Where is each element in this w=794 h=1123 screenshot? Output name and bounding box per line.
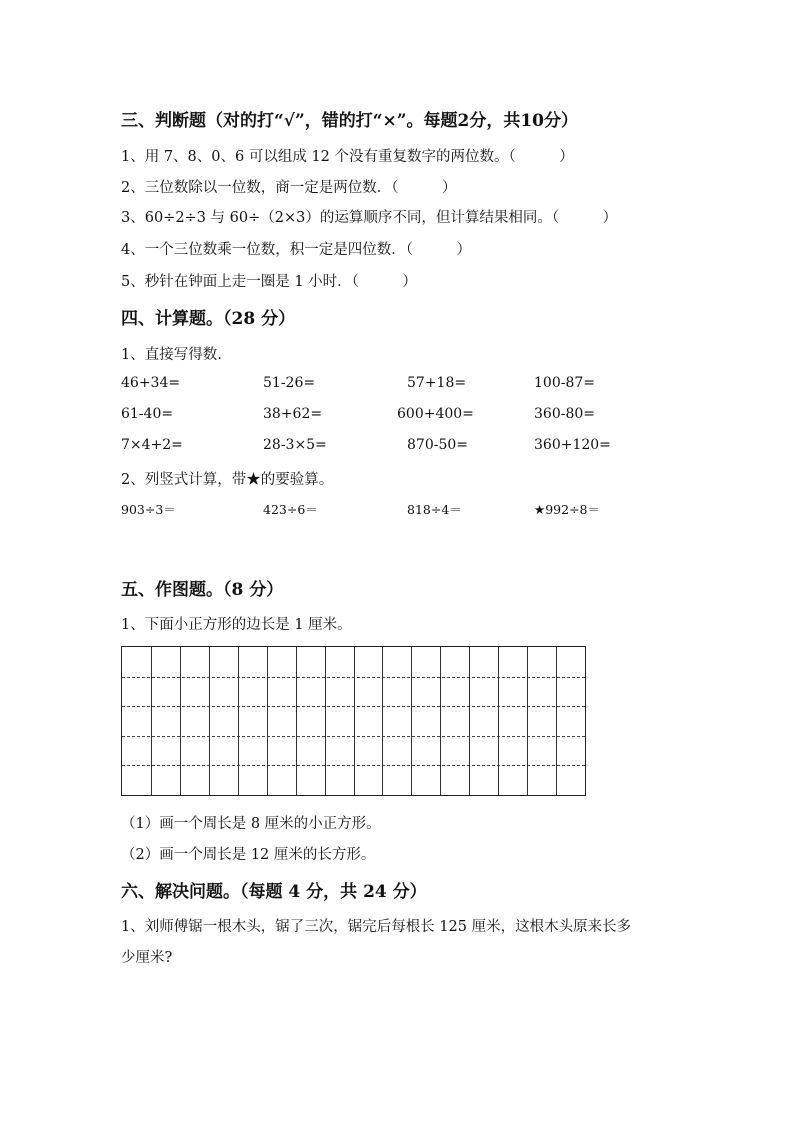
problem-1-line-1: 1、刘师傅锯一根木头，锯了三次，锯完后每根长 125 厘米，这根木头原来长多 (121, 919, 632, 935)
draw-sub-1: （1）画一个周长是 8 厘米的小正方形。 (121, 816, 381, 832)
section4-title: 四、计算题。（28 分） (121, 309, 296, 329)
calc-item: 46+34= (121, 375, 181, 391)
problem-1-line-2: 少厘米? (121, 950, 173, 966)
judge-item-2: 2、三位数除以一位数，商一定是两位数．（ ） (121, 180, 457, 196)
calc-q1-label: 1、直接写得数. (121, 347, 222, 363)
calc-item: 28-3×5= (263, 437, 327, 453)
vertical-calc-item: 818÷4＝ (407, 502, 462, 517)
grid-column-line (180, 647, 181, 795)
section6-title: 六、解决问题。（每题 4 分，共 24 分） (121, 882, 427, 902)
calc-item: 870-50= (407, 437, 468, 453)
calc-item: 7×4+2= (121, 437, 183, 453)
grid-column-line (354, 647, 355, 795)
vertical-calc-item: ★992÷8＝ (534, 502, 600, 517)
grid-column-line (238, 647, 239, 795)
section5-title: 五、作图题。（8 分） (121, 580, 284, 600)
grid-column-line (556, 647, 557, 795)
calc-item: 61-40= (121, 406, 174, 422)
calc-item: 360+120= (534, 437, 611, 453)
grid-column-line (325, 647, 326, 795)
calc-item: 360-80= (534, 406, 595, 422)
grid-column-line (296, 647, 297, 795)
draw-q1-label: 1、下面小正方形的边长是 1 厘米。 (121, 617, 352, 633)
vertical-calc-item: 903÷3＝ (121, 502, 176, 517)
grid-column-line (527, 647, 528, 795)
grid-column-line (382, 647, 383, 795)
calc-item: 57+18= (407, 375, 467, 391)
judge-item-4: 4、一个三位数乘一位数，积一定是四位数．（ ） (121, 242, 471, 258)
judge-item-1: 1、用 7、8、0、6 可以组成 12 个没有重复数字的两位数。（ ） (121, 149, 574, 165)
grid-column-line (267, 647, 268, 795)
grid-column-line (440, 647, 441, 795)
grid-column-line (469, 647, 470, 795)
grid-column-line (411, 647, 412, 795)
calc-item: 51-26= (263, 375, 316, 391)
draw-sub-2: （2）画一个周长是 12 厘米的长方形。 (121, 847, 376, 863)
judge-item-3: 3、60÷2÷3 与 60÷（2×3）的运算顺序不同，但计算结果相同。（ ） (121, 210, 618, 226)
calc-q2-label: 2、列竖式计算，带★的要验算。 (121, 472, 334, 488)
grid-column-line (498, 647, 499, 795)
grid-column-line (151, 647, 152, 795)
grid-column-line (209, 647, 210, 795)
judge-item-5: 5、秒针在钟面上走一圈是 1 小时．（ ） (121, 274, 417, 290)
vertical-calc-item: 423÷6＝ (263, 502, 318, 517)
calc-item: 38+62= (263, 406, 323, 422)
section3-title: 三、判断题（对的打“√”，错的打“×”。每题2分，共10分） (121, 111, 579, 131)
calc-item: 600+400= (397, 406, 474, 422)
square-grid (121, 646, 586, 796)
calc-item: 100-87= (534, 375, 595, 391)
